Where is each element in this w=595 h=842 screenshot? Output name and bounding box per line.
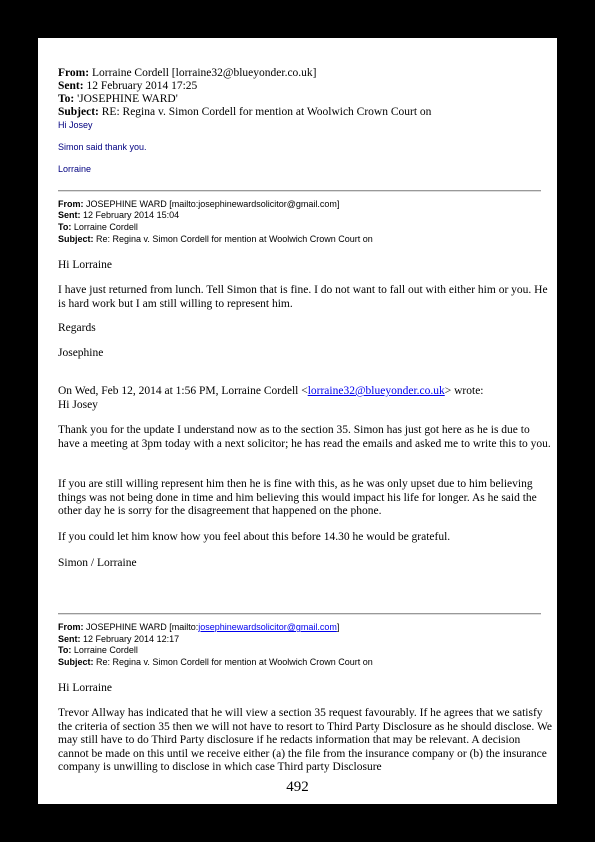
- to-value: 'JOSEPHINE WARD': [77, 93, 178, 105]
- to-value: Lorraine Cordell: [73, 222, 138, 232]
- subject-label: Subject:: [58, 106, 99, 118]
- sent-label: Sent:: [58, 80, 84, 92]
- email1-subject-line: [58, 106, 431, 118]
- sent-label: Sent:: [58, 210, 81, 220]
- to-value: Lorraine Cordell: [73, 645, 138, 655]
- email3-to-line: [58, 645, 138, 655]
- subject-label: Subject:: [58, 657, 94, 667]
- from-label: From:: [58, 199, 84, 209]
- from-label: From:: [58, 67, 90, 79]
- email1-body: Simon said thank you.: [58, 142, 147, 152]
- divider: [58, 613, 541, 615]
- email2-to-line: [58, 222, 138, 232]
- from-label: From:: [58, 622, 84, 632]
- quote-greeting: Hi Josey: [58, 399, 98, 411]
- email2-subject-line: [58, 234, 373, 244]
- quote-signoff: Simon / Lorraine: [58, 557, 137, 569]
- from-value: JOSEPHINE WARD [mailto:josephinewardsolicitor@gmail.com]: [86, 199, 340, 209]
- email1-signoff: Lorraine: [58, 164, 92, 174]
- to-label: To:: [58, 222, 72, 232]
- email1-from-line: [58, 67, 317, 79]
- sent-value: 12 February 2014 12:17: [83, 634, 180, 644]
- quote-intro: [58, 385, 484, 399]
- email3-body: Trevor Allway has indicated that he will view a section 35 request favourably. If he agrees that we satisfy the criteria of section 35 then we will not have to resort to Third Party Disclosure as he should disclose. We may still have to do Third Party disclosure if he redacts information that may be relevant. A decision cannot be made on this until we receive either (a) the file from the insurance company or (b) the insurance company is unwilling to disclose in which case Third party Disclosure: [58, 707, 552, 773]
- document-page: [38, 38, 557, 804]
- page-number: 492: [286, 779, 309, 795]
- email1-greeting: Hi Josey: [58, 120, 93, 130]
- from-value-end: ]: [336, 622, 340, 632]
- to-label: To:: [58, 93, 75, 105]
- email3-sent-line: [58, 634, 179, 644]
- email3-subject-line: [58, 657, 373, 667]
- from-value: JOSEPHINE WARD [mailto:: [86, 622, 199, 632]
- sent-value: 12 February 2014 15:04: [83, 210, 180, 220]
- subject-value: Re: Regina v. Simon Cordell for mention at Woolwich Crown Court on: [96, 234, 373, 244]
- email3-greeting: Hi Lorraine: [58, 682, 112, 694]
- email1-sent-line: [58, 80, 197, 92]
- quote-intro-text: On Wed, Feb 12, 2014 at 1:56 PM, Lorraine Cordell <: [58, 385, 308, 397]
- email2-from-line: [58, 199, 339, 209]
- email2-regards: Regards: [58, 322, 96, 334]
- from-email-link[interactable]: josephinewardsolicitor@gmail.com: [198, 622, 337, 632]
- quote-intro-end: > wrote:: [444, 385, 484, 397]
- to-label: To:: [58, 645, 72, 655]
- divider: [58, 190, 541, 192]
- quote-paragraph-2: If you are still willing represent him then he is fine with this, as he was only upset due to him believing things was not being done in time and him believing this would impact his life for longer. As he said the other day he is sorry for the disagreement that happened on the phone.: [58, 478, 537, 517]
- quote-email-link[interactable]: lorraine32@blueyonder.co.uk: [307, 385, 445, 397]
- email2-greeting: Hi Lorraine: [58, 259, 112, 271]
- subject-label: Subject:: [58, 234, 94, 244]
- sent-value: 12 February 2014 17:25: [86, 80, 198, 92]
- quote-paragraph-1: Thank you for the update I understand now as to the section 35. Simon has just got here as he is due to have a meeting at 3pm today with a next solicitor; he has read the emails and asked me to write this to you.: [58, 424, 551, 450]
- email2-signoff: Josephine: [58, 347, 104, 359]
- email1-to-line: [58, 93, 178, 105]
- subject-value: Re: Regina v. Simon Cordell for mention at Woolwich Crown Court on: [96, 657, 373, 667]
- sent-label: Sent:: [58, 634, 81, 644]
- subject-value: RE: Regina v. Simon Cordell for mention at Woolwich Crown Court on: [101, 106, 432, 118]
- from-value: Lorraine Cordell [lorraine32@blueyonder.co.uk]: [91, 67, 317, 79]
- email3-from-line: [58, 622, 339, 632]
- email2-body: I have just returned from lunch. Tell Simon that is fine. I do not want to fall out with either him or you. He is hard work but I am still willing to represent him.: [58, 284, 548, 310]
- quote-paragraph-3: If you could let him know how you feel about this before 14.30 he would be grateful.: [58, 531, 451, 543]
- email2-sent-line: [58, 210, 179, 220]
